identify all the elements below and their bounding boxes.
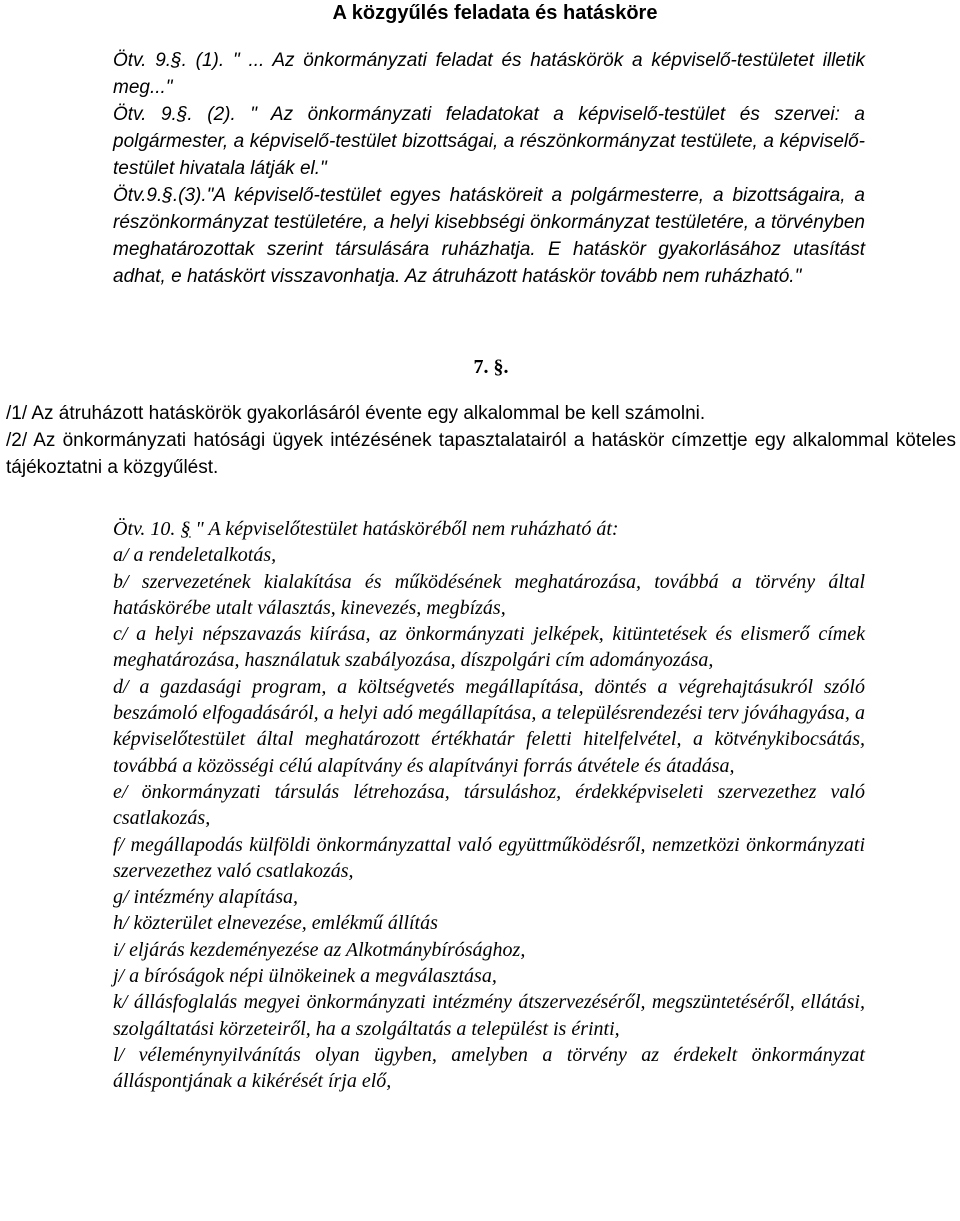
list-item-f: f/ megállapodás külföldi önkormányzattal való együttműködésről, nemzetközi önkormányzati szervezethez való csatlakozás, [113, 833, 865, 882]
document-heading: A közgyűlés feladata és hatásköre [332, 2, 658, 24]
list-item-i: i/ eljárás kezdeményezése az Alkotmánybírósághoz, [113, 938, 526, 961]
list-item-c: c/ a helyi népszavazás kiírása, az önkormányzati jelképek, kitüntetések és elismerő címek meghatározása, használatuk szabályozása, díszpolgári cím adományozása, [113, 623, 865, 672]
list-item-a: a/ a rendeletalkotás, [113, 544, 277, 567]
otv-9-quote-block [113, 47, 865, 290]
otv-9-2-paragraph: Ötv. 9.§. (2). " Az önkormányzati feladatokat a képviselő-testület és szervei: a polgármester, a képviselő-testület bizottságai, a részönkormányzat testülete, a képviselő-testület hivatala látják el." [113, 104, 865, 179]
otv-10-intro [113, 516, 865, 542]
list-item-j: j/ a bíróságok népi ülnökeinek a megválasztása, [113, 965, 497, 988]
otv-10-quote-block [113, 516, 865, 1095]
list-item-k: k/ állásfoglalás megyei önkormányzati intézmény átszervezéséről, megszüntetéséről, ellátási, szolgáltatási körzeteiről, ha a szolgáltatás a települést is érinti, [113, 991, 865, 1040]
list-item-e: e/ önkormányzati társulás létrehozása, társuláshoz, érdekképviseleti szervezethez való csatlakozás, [113, 780, 865, 830]
section-7-point-1: /1/ Az átruházott hatáskörök gyakorlásáról évente egy alkalommal be kell számolni. [6, 403, 706, 424]
list-item-l: l/ véleménynyilvánítás olyan ügyben, amelyben a törvény az érdekelt önkormányzat álláspontjának a kikérését írja elő, [113, 1043, 865, 1093]
list-item-b: b/ szervezetének kialakítása és működésének meghatározása, továbbá a törvény által hatáskörébe utalt választás, kinevezés, megbízás, [113, 570, 865, 619]
section-sign: § [180, 518, 191, 540]
otv-10-intro-rest: " A képviselőtestület hatásköréből nem ruházható át: [190, 518, 619, 540]
otv-9-1-paragraph: Ötv. 9.§. (1). " ... Az önkormányzati feladat és hatáskörök a képviselő-testületet illetik meg..." [113, 50, 865, 98]
list-item-g: g/ intézmény alapítása, [113, 886, 298, 909]
list-item-d: d/ a gazdasági program, a költségvetés megállapítása, döntés a végrehajtásukról szóló beszámoló elfogadásáról, a helyi adó megállapítása, a településrendezési terv jóváhagyása, a képviselőtestület által meghatározott értékhatár feletti hitelfelvétel, a kötvénykibocsátás, továbbá a közösségi célú alapítvány és alapítványi forrás átvétele és átadása, [113, 675, 865, 777]
section-number: 7. §. [473, 356, 509, 378]
section-7-body [6, 400, 956, 481]
otv-10-intro-prefix: Ötv. 10. [113, 518, 181, 540]
section-7-point-2: /2/ Az önkormányzati hatósági ügyek intézésének tapasztalatairól a hatáskör címzettje egy alkalommal köteles tájékoztatni a közgyűlést. [6, 430, 956, 478]
list-item-h: h/ közterület elnevezése, emlékmű állítás [113, 912, 438, 935]
otv-9-3-paragraph: Ötv.9.§.(3)."A képviselő-testület egyes hatásköreit a polgármesterre, a bizottságaira, a részönkormányzat testületére, a helyi kisebbségi önkormányzat testületére, a törvényben meghatározottak szerint társulására ruházhatja. E hatáskör gyakorlásához utasítást adhat, e hatáskört visszavonhatja. Az átruházott hatáskör tovább nem ruházható." [113, 185, 865, 287]
